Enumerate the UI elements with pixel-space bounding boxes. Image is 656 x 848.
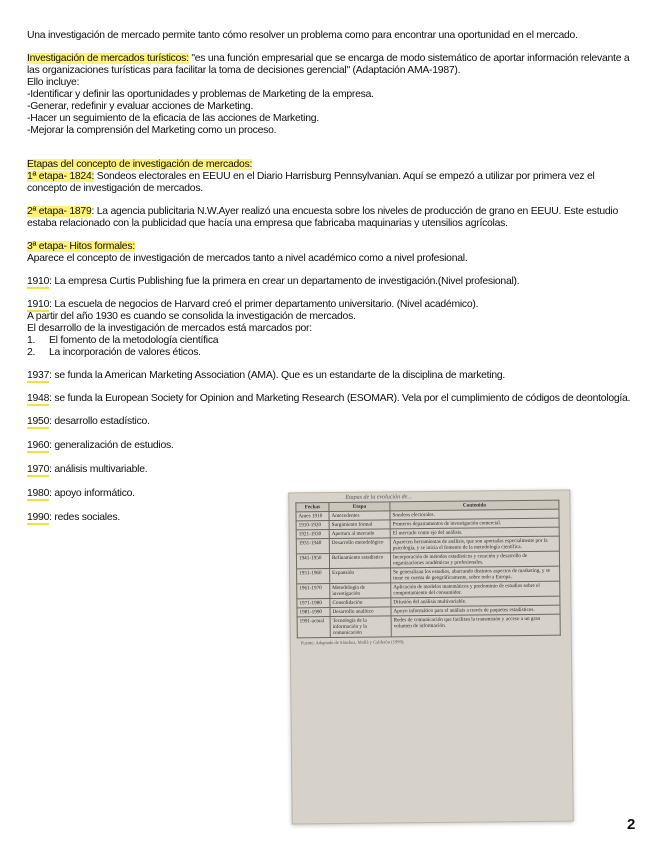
table-row: 1981-1990 Desarrollo analítico Apoyo informático para el análisis a través de paquetes estadísticos.	[297, 605, 560, 617]
include-item: -Generar, redefinir y evaluar acciones de Marketing.	[27, 101, 254, 112]
include-item: -Mejorar la comprensión del Marketing como un proceso.	[27, 125, 277, 136]
milestone-1948: 1948: se funda la European Society for Opinion and Marketing Research (ESOMAR). Vela por el cumplimiento de códigos de deontología.	[27, 393, 631, 404]
milestone-year: 1910	[27, 299, 50, 310]
development-line: El desarrollo de la investigación de mercados está marcados por:	[27, 323, 312, 334]
decade-item: 1980: apoyo informático.	[27, 488, 135, 499]
header-cell: Etapa	[329, 502, 390, 512]
table-row: Antes 1910 Antecedentes Sondeos electorales.	[296, 509, 559, 521]
table-row: 1951-1960 Expansión Se generalizan los estudios, abarcando distintos aspectos de marketing, y se tiene en cuenta de geográficamente, sobre todo a Europa.	[297, 566, 560, 584]
decade-item: 1960: generalización de estudios.	[27, 440, 174, 451]
intro-paragraph: Una investigación de mercado permite tanto cómo resolver un problema como para encontrar una oportunidad en el mercado.	[27, 30, 578, 41]
consolidation-line: A partir del año 1930 es cuando se consolida la investigación de mercados.	[27, 311, 356, 322]
photo-source: Fuente: Adaptado de Sánchez, Mollá y Calderón (1999).	[300, 639, 405, 646]
list-item: 2. La incorporación de valores éticos.	[27, 347, 201, 358]
decade-item: 1950: desarrollo estadístico.	[27, 416, 150, 427]
milestone-year: 1937	[27, 370, 50, 381]
include-item: -Identificar y definir las oportunidades y problemas de Marketing de la empresa.	[27, 89, 374, 100]
definition-text: "es una función empresarial que se encarga de modo sistemático de aportar información relevante a las organizaciones turísticas para facilitar la toma de decisiones gerencial" (Adaptación AMA-1987).	[27, 53, 630, 76]
table-row: 1921-1930 Apertura al mercado El mercado como eje del análisis.	[296, 527, 559, 539]
table-row: 1931-1940 Desarrollo metodológico Aparecen herramientas de análisis, que son aportadas especialmente por la psicología, y se inicia el fomento de la metodología científica.	[296, 536, 559, 554]
stage-2: 2ª etapa- 1879: La agencia publicitaria N.W.Ayer realizó una encuesta sobre los niveles de producción de grano en EEUU. Este estudio estaba relacionado con la publicidad que hacía una empresa que fabricaba maquinarias y utensilios agrícolas.	[27, 206, 619, 229]
definition-paragraph	[27, 53, 632, 77]
table-row: 1971-1980 Consolidación Difusión del análisis multivariable.	[297, 596, 560, 608]
header-cell: Fechas	[296, 503, 329, 512]
stage-2-label: 2ª etapa- 1879	[27, 206, 92, 217]
header-cell: Contenido	[390, 500, 559, 511]
list-item: 1. El fomento de la metodología científica	[27, 335, 219, 346]
include-item: -Hacer un seguimiento de la eficacia de las acciones de Marketing.	[27, 113, 319, 124]
table-row: 1910-1920 Surgimiento formal Primeros departamentos de investigación comercial.	[296, 518, 559, 530]
milestone-year: 1948	[27, 393, 50, 404]
decade-item: 1990: redes sociales.	[27, 512, 120, 523]
milestone-1910-curtis: 1910: La empresa Curtis Publishing fue la primera en crear un departamento de investigación.(Nivel profesional).	[27, 276, 520, 287]
document-body	[27, 30, 632, 536]
milestone-year: 1910	[27, 276, 50, 287]
decade-item: 1970: análisis multivariable.	[27, 464, 148, 475]
milestone-1910-harvard: 1910: La escuela de negocios de Harvard creó el primer departamento universitario. (Nivel académico).	[27, 299, 479, 310]
stage-1: 1ª etapa- 1824: Sondeos electorales en EEUU en el Diario Harrisburg Pennsylvanian. Aquí se empezó a utilizar por primera vez el concepto de investigación de mercados.	[27, 171, 595, 194]
photo-title: Etapas de la evolución de...	[345, 494, 412, 501]
table-row: 1941-1950 Refinamiento estadístico Incorporación de métodos estadísticos y creación y desarrollo de organizaciones académicas y profesionales.	[296, 551, 559, 569]
stages-heading: Etapas del concepto de investigación de mercados:	[27, 159, 253, 170]
stages-table	[295, 500, 560, 639]
definition-term: Investigación de mercados turísticos:	[27, 53, 189, 64]
stage-1-label: 1ª etapa- 1824:	[27, 171, 95, 182]
milestone-1937: 1937: se funda la American Marketing Association (AMA). Que es un estandarte de la disciplina de marketing.	[27, 370, 506, 381]
stage-3-text: Aparece el concepto de investigación de mercados tanto a nivel académico como a nivel profesional.	[27, 253, 468, 264]
table-row: 1991-actual Tecnología de la información y la comunicación Redes de comunicación que facilitan la transmisión y acceso a un gran volumen de información.	[297, 614, 560, 638]
stage-3-label: 3ª etapa- Hitos formales:	[27, 241, 135, 252]
page-number: 2	[627, 816, 636, 833]
table-row: 1961-1970 Metodología de investigación Aplicación de modelos matemáticos y predominio de estudios sobre el comportamiento del consumidor.	[297, 581, 560, 599]
includes-label: Ello incluye:	[27, 77, 80, 88]
table-photo	[288, 490, 573, 825]
